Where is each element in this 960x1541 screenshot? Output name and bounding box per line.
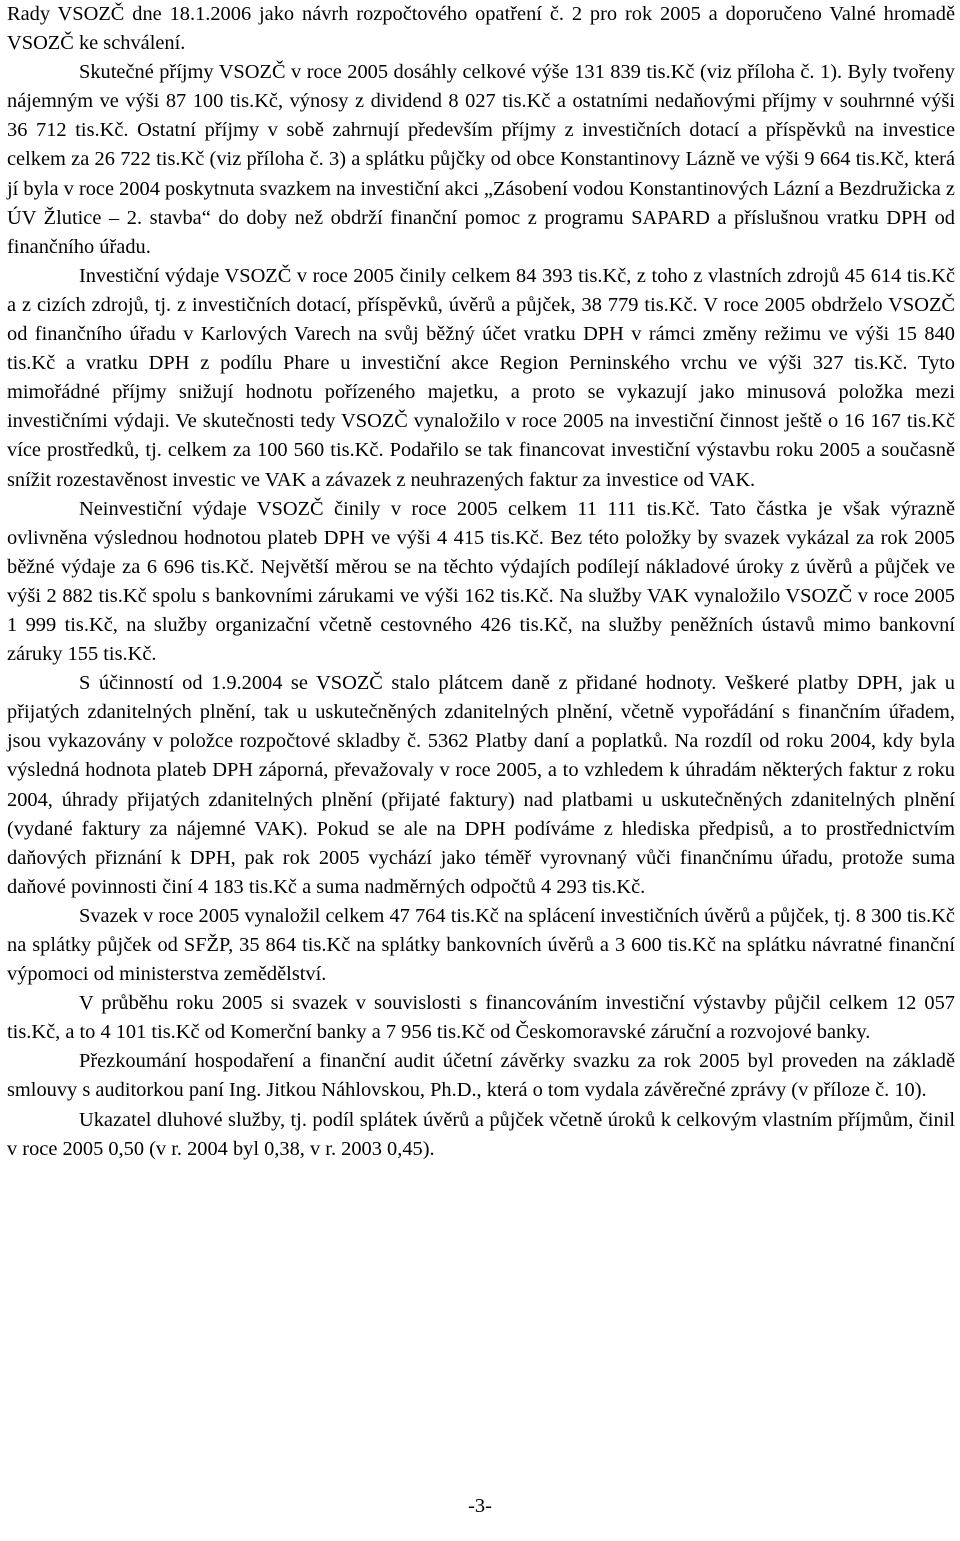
document-body <box>7 0 955 1164</box>
paragraph-4: Neinvestiční výdaje VSOZČ činily v roce 2005 celkem 11 111 tis.Kč. Tato částka je však výrazně ovlivněna výslednou hodnotou plateb DPH ve výši 4 415 tis.Kč. Bez této položky by svazek vykázal za rok 2005 běžné výdaje za 6 696 tis.Kč. Největší měrou se na těchto výdajích podílejí nákladové úroky z úvěrů a půjček ve výši 2 882 tis.Kč spolu s bankovními zárukami ve výši 162 tis.Kč. Na služby VAK vynaložilo VSOZČ v roce 2005 1 999 tis.Kč, na služby organizační včetně cestovného 426 tis.Kč, na služby peněžních ústavů mimo bankovní záruky 155 tis.Kč. <box>7 497 955 666</box>
paragraph-3: Investiční výdaje VSOZČ v roce 2005 činily celkem 84 393 tis.Kč, z toho z vlastních zdrojů 45 614 tis.Kč a z cizích zdrojů, tj. z investičních dotací, příspěvků, úvěrů a půjček, 38 779 tis.Kč. V roce 2005 obdrželo VSOZČ od finančního úřadu v Karlových Varech na svůj běžný účet vratku DPH v rámci změny režimu ve výši 15 840 tis.Kč a vratku DPH z podílu Phare u investiční akce Region Perninského vrchu ve výši 327 tis.Kč. Tyto mimořádné příjmy snižují hodnotu pořízeného majetku, a proto se vykazují jako minusová položka mezi investičními výdaji. Ve skutečnosti tedy VSOZČ vynaložilo v roce 2005 na investiční činnost ještě o 16 167 tis.Kč více prostředků, tj. celkem za 100 560 tis.Kč. Podařilo se tak financovat investiční výstavbu roku 2005 a současně snížit rozestavěnost investic ve VAK a závazek z neuhrazených faktur za investice od VAK. <box>7 264 955 491</box>
paragraph-1: Rady VSOZČ dne 18.1.2006 jako návrh rozpočtového opatření č. 2 pro rok 2005 a doporučeno Valné hromadě VSOZČ ke schválení. <box>7 3 955 55</box>
page-number: -3- <box>468 1495 492 1517</box>
paragraph-9: Ukazatel dluhové služby, tj. podíl splátek úvěrů a půjček včetně úroků k celkovým vlastním příjmům, činil v roce 2005 0,50 (v r. 2004 byl 0,38, v r. 2003 0,45). <box>7 1108 955 1160</box>
paragraph-2: Skutečné příjmy VSOZČ v roce 2005 dosáhly celkové výše 131 839 tis.Kč (viz příloha č. 1). Byly tvořeny nájemným ve výši 87 100 tis.Kč, výnosy z dividend 8 027 tis.Kč a ostatními nedaňovými příjmy v souhrnné výši 36 712 tis.Kč. Ostatní příjmy v sobě zahrnují především příjmy z investičních dotací a příspěvků na investice celkem za 26 722 tis.Kč (viz příloha č. 3) a splátku půjčky od obce Konstantinovy Lázně ve výši 9 664 tis.Kč, která jí byla v roce 2004 poskytnuta svazkem na investiční akci „Zásobení vodou Konstantinových Lázní a Bezdružicka z ÚV Žlutice – 2. stavba“ do doby než obdrží finanční pomoc z programu SAPARD a příslušnou vratku DPH od finančního úřadu. <box>7 61 955 258</box>
paragraph-8: Přezkoumání hospodaření a finanční audit účetní závěrky svazku za rok 2005 byl proveden na základě smlouvy s auditorkou paní Ing. Jitkou Náhlovskou, Ph.D., která o tom vydala závěrečné zprávy (v příloze č. 10). <box>7 1050 955 1102</box>
paragraph-6: Svazek v roce 2005 vynaložil celkem 47 764 tis.Kč na splácení investičních úvěrů a půjček, tj. 8 300 tis.Kč na splátky půjček od SFŽP, 35 864 tis.Kč na splátky bankovních úvěrů a 3 600 tis.Kč na splátku návratné finanční výpomoci od ministerstva zemědělství. <box>7 904 955 986</box>
paragraph-7: V průběhu roku 2005 si svazek v souvislosti s financováním investiční výstavby půjčil celkem 12 057 tis.Kč, a to 4 101 tis.Kč od Komerční banky a 7 956 tis.Kč od Českomoravské záruční a rozvojové banky. <box>7 992 955 1044</box>
paragraph-5: S účinností od 1.9.2004 se VSOZČ stalo plátcem daně z přidané hodnoty. Veškeré platby DPH, jak u přijatých zdanitelných plnění, tak u uskutečněných zdanitelných plnění, včetně vypořádání s finančním úřadem, jsou vykazovány v položce rozpočtové skladby č. 5362 Platby daní a poplatků. Na rozdíl od roku 2004, kdy byla výsledná hodnota plateb DPH záporná, převažovaly v roce 2005, a to vzhledem k úhradám některých faktur z roku 2004, úhrady přijatých zdanitelných plnění (přijaté faktury) nad platbami u uskutečněných zdanitelných plnění (vydané faktury za nájemné VAK). Pokud se ale na DPH podíváme z hlediska předpisů, a to prostřednictvím daňových přiznání k DPH, pak rok 2005 vychází jako téměř vyrovnaný vůči finančnímu úřadu, protože suma daňové povinnosti činí 4 183 tis.Kč a suma nadměrných odpočtů 4 293 tis.Kč. <box>7 672 955 898</box>
